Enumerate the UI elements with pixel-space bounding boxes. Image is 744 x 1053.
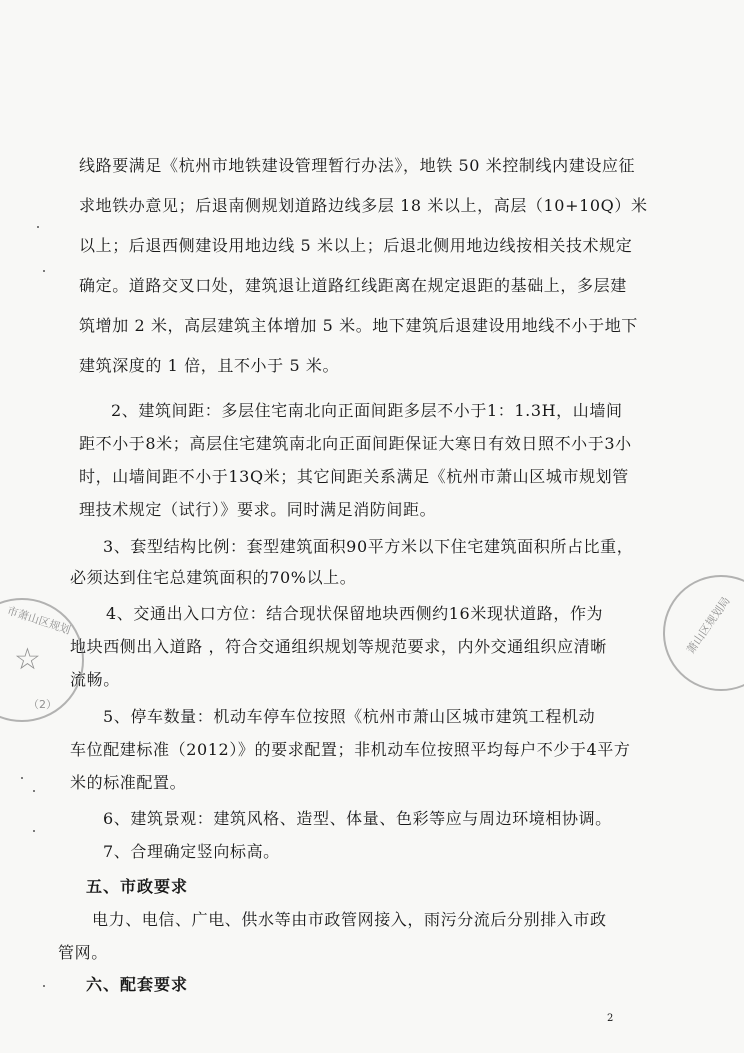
text-line: 求地铁办意见；后退南侧规划道路边线多层 18 米以上，高层（10+10Q）米 — [79, 196, 648, 215]
section-heading: 六、配套要求 — [86, 975, 189, 994]
seal-star-icon: ☆ — [14, 642, 41, 677]
text-line: 车位配建标准（2012）》的要求配置；非机动车位按照平均每户不少于4平方 — [70, 740, 631, 759]
official-seal — [0, 598, 84, 722]
text-line: 米的标准配置。 — [70, 773, 187, 792]
seal-text: 市萧山区规划 — [5, 604, 73, 637]
text-line: 7、合理确定竖向标高。 — [103, 842, 280, 861]
text-line: 必须达到住宅总建筑面积的70%以上。 — [70, 568, 357, 587]
page-number: 2 — [607, 1013, 614, 1024]
scan-speck — [37, 226, 39, 228]
text-line: 2、建筑间距：多层住宅南北向正面间距多层不小于1：1.3H，山墙间 — [111, 401, 623, 420]
text-line: 建筑深度的 1 倍，且不小于 5 米。 — [79, 356, 340, 375]
text-line: 3、套型结构比例：套型建筑面积90平方米以下住宅建筑面积所占比重， — [103, 537, 634, 556]
text-line: 线路要满足《杭州市地铁建设管理暂行办法》，地铁 50 米控制线内建设应征 — [79, 156, 636, 175]
scan-speck — [43, 985, 45, 987]
text-line: 确定。道路交叉口处，建筑退让道路红线距离在规定退距的基础上，多层建 — [79, 276, 627, 295]
text-line: 距不小于8米；高层住宅建筑南北向正面间距保证大寒日有效日照不小于3小 — [79, 434, 632, 453]
scan-speck — [21, 777, 23, 779]
section-heading: 五、市政要求 — [86, 877, 189, 896]
seal-text: 萧山区规划局 — [684, 594, 733, 657]
text-line: 流畅。 — [70, 670, 120, 689]
scan-speck — [33, 830, 35, 832]
text-line: 4、交通出入口方位：结合现状保留地块西侧约16米现状道路，作为 — [106, 604, 604, 623]
text-line: 管网。 — [58, 943, 108, 962]
text-line: 5、停车数量：机动车停车位按照《杭州市萧山区城市建筑工程机动 — [103, 707, 596, 726]
text-line: 理技术规定（试行）》要求。同时满足消防间距。 — [79, 500, 437, 519]
scan-speck — [33, 790, 35, 792]
official-seal — [663, 575, 744, 691]
text-line: 电力、电信、广电、供水等由市政管网接入，雨污分流后分别排入市政 — [92, 910, 607, 929]
scan-speck — [43, 270, 45, 272]
text-line: 筑增加 2 米，高层建筑主体增加 5 米。地下建筑后退建设用地线不小于地下 — [79, 316, 638, 335]
text-line: 以上；后退西侧建设用地边线 5 米以上；后退北侧用地边线按相关技术规定 — [79, 236, 633, 255]
text-line: 6、建筑景观：建筑风格、造型、体量、色彩等应与周边环境相协调。 — [103, 809, 612, 828]
text-line: 地块西侧出入道路 ，符合交通组织规划等规范要求，内外交通组织应清晰 — [70, 637, 607, 656]
text-line: 时，山墙间距不小于13Q米；其它间距关系满足《杭州市萧山区城市规划管 — [79, 467, 629, 486]
seal-text: （2） — [28, 698, 57, 711]
